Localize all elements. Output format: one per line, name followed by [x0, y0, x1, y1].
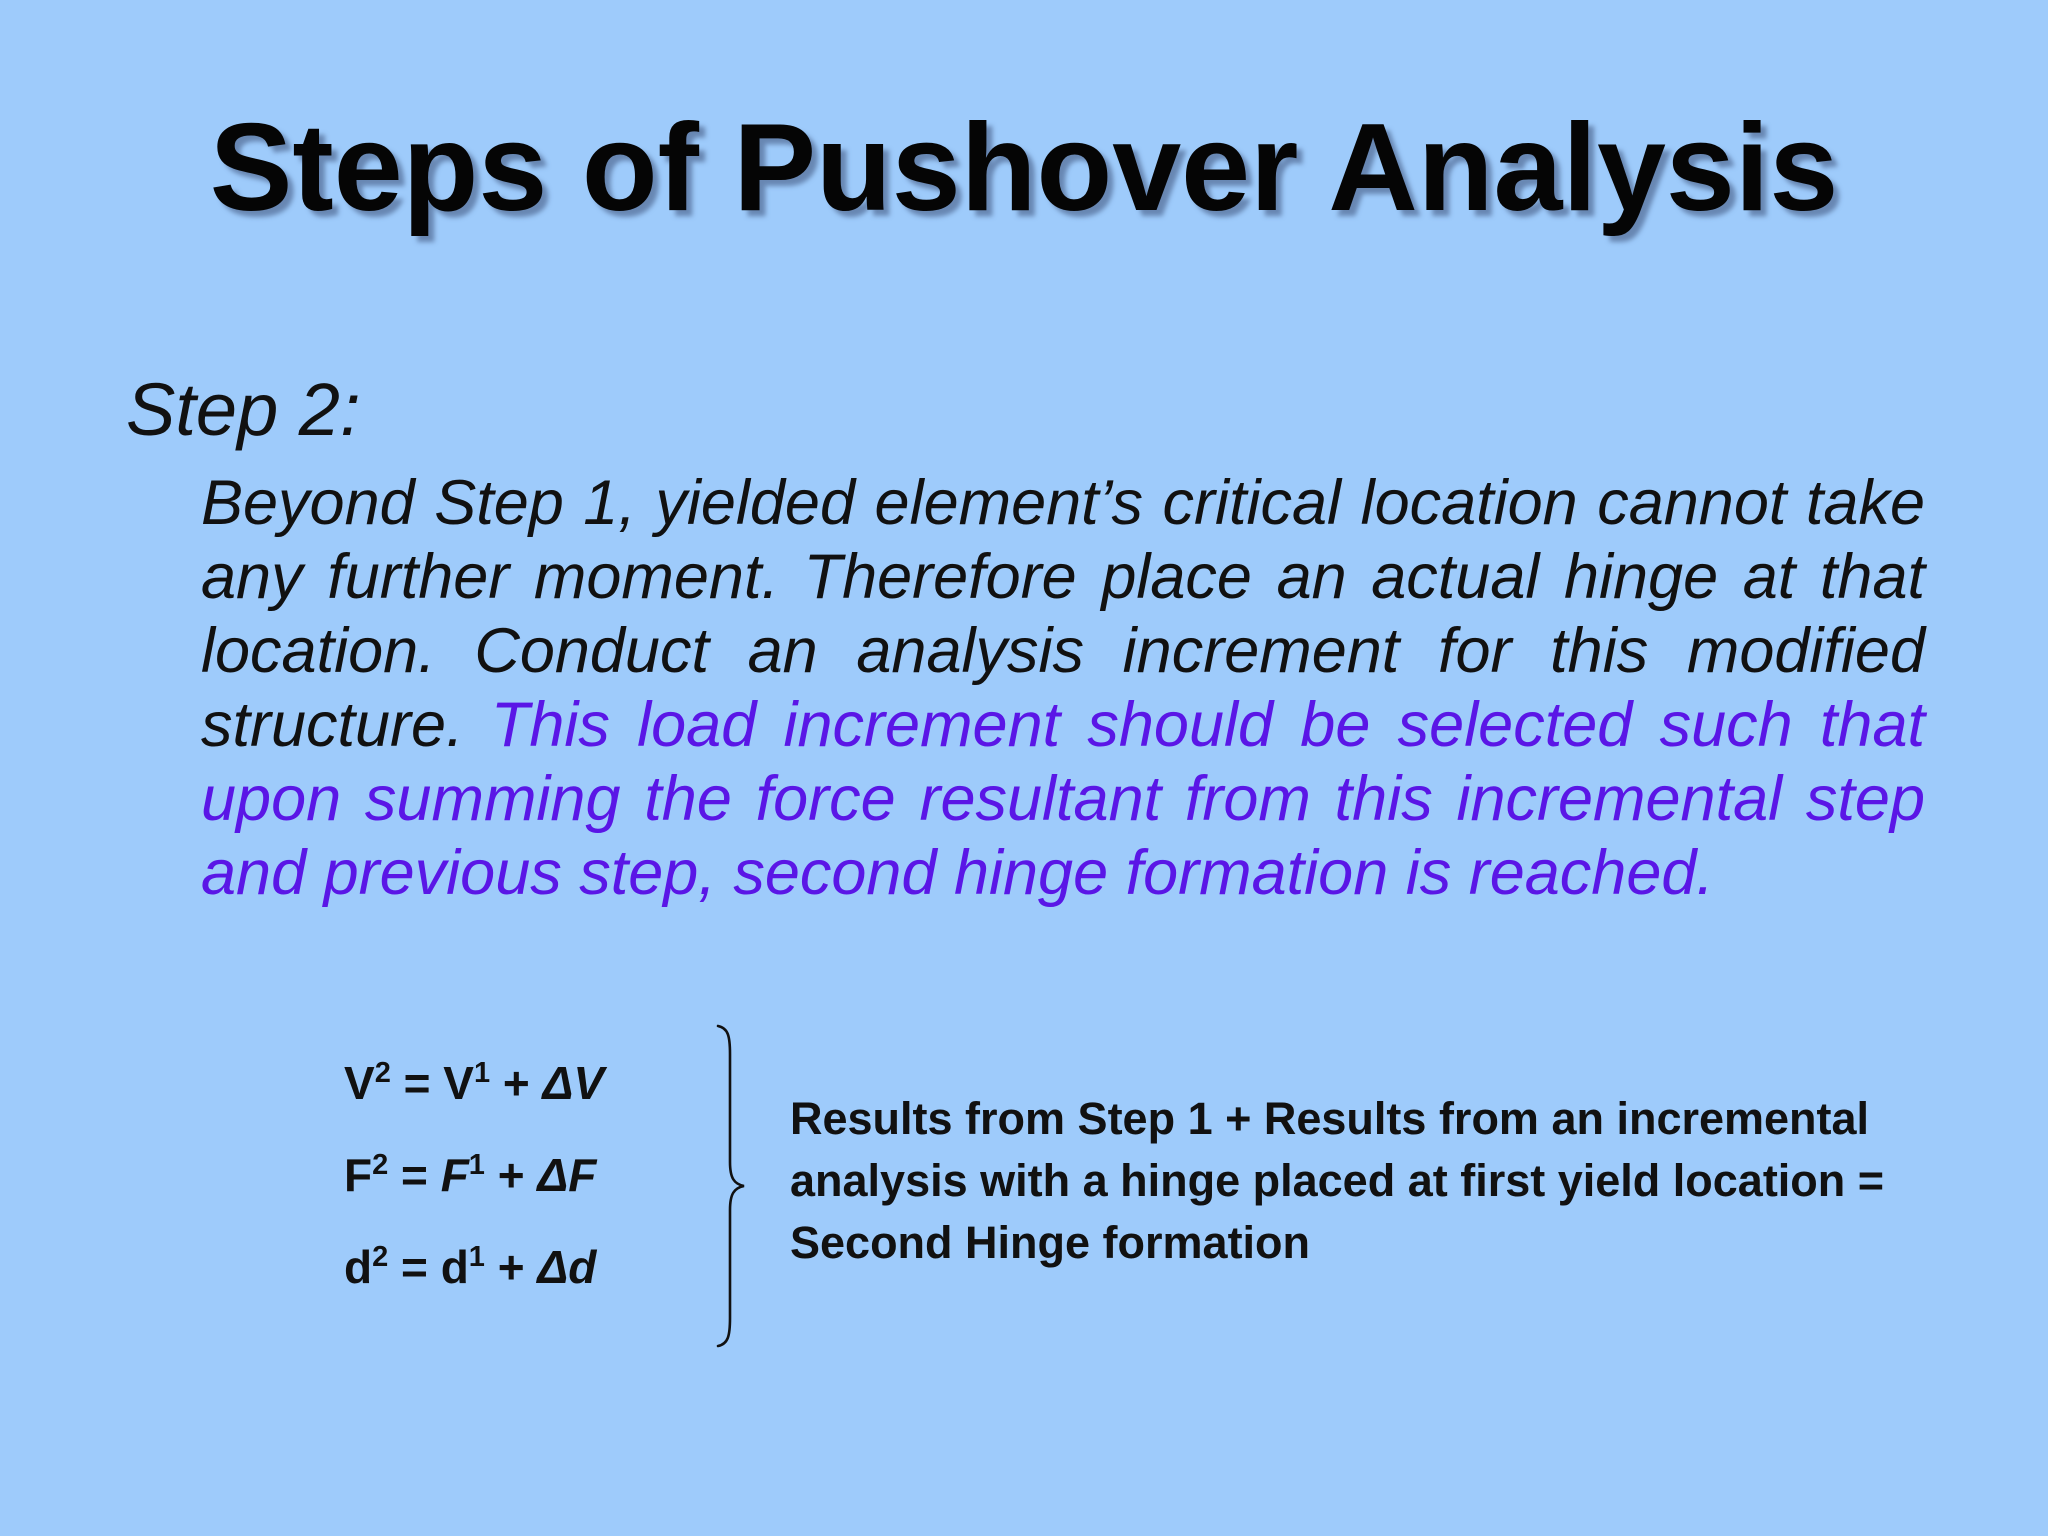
equation-force — [344, 1140, 604, 1232]
eq-plus: + — [484, 1241, 538, 1293]
eq-equals: = — [388, 1241, 441, 1293]
step-description-normal: Beyond Step 1, yielded element’s critical location cannot take any further moment. Therefore place an actual hinge at that location. Conduct an analysis increment for this modified structure. — [201, 468, 1925, 760]
right-brace-icon — [704, 1022, 764, 1350]
equation-shear — [344, 1048, 604, 1140]
step-description-highlight: This load increment should be selected such that upon summing the force resultant from this incremental step and previous step, second hinge formation is reached. — [201, 690, 1925, 908]
eq-lhs-sup: 2 — [374, 1057, 391, 1089]
eq-delta: Δd — [537, 1241, 597, 1293]
eq-rhs: F — [440, 1149, 469, 1201]
equation-list — [344, 1048, 604, 1324]
result-explanation: Results from Step 1 + Results from an incremental analysis with a hinge placed at first yield location = Second Hinge formation — [790, 1093, 1885, 1268]
step-heading: Step 2: — [126, 368, 361, 451]
step-description — [201, 466, 1925, 910]
eq-lhs-sup: 2 — [372, 1241, 389, 1273]
eq-delta: ΔF — [537, 1149, 597, 1201]
eq-lhs: V — [344, 1057, 375, 1109]
eq-plus: + — [490, 1057, 543, 1109]
slide-title: Steps of Pushover Analysis — [209, 99, 1839, 237]
eq-rhs: d — [440, 1241, 469, 1293]
eq-equals: = — [388, 1149, 441, 1201]
eq-plus: + — [484, 1149, 538, 1201]
eq-lhs: F — [344, 1149, 373, 1201]
eq-delta: ΔV — [542, 1057, 605, 1109]
eq-rhs-sup: 1 — [473, 1057, 491, 1089]
eq-rhs-sup: 1 — [468, 1149, 485, 1181]
eq-lhs: d — [344, 1241, 373, 1293]
eq-rhs: V — [443, 1057, 474, 1109]
eq-rhs-sup: 1 — [468, 1241, 485, 1273]
eq-lhs-sup: 2 — [372, 1149, 389, 1181]
eq-equals: = — [390, 1057, 444, 1109]
equation-displacement — [344, 1232, 604, 1324]
